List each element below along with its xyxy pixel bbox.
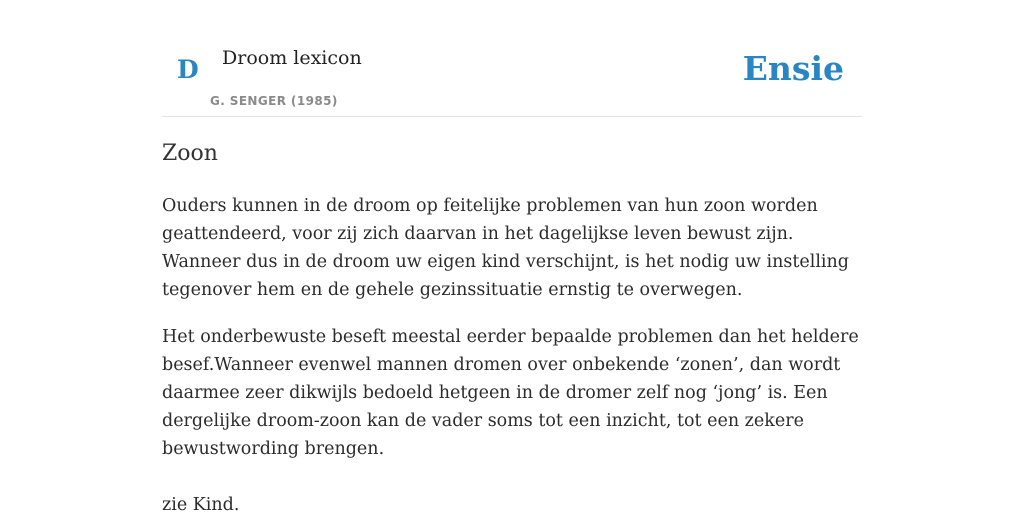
entry-paragraph: Het onderbewuste beseft meestal eerder bepaalde problemen dan het heldere besef.Wanneer evenwel mannen dromen over onbekende ‘zonen’, dan wordt daarmee zeer dikwijls bedoeld hetgeen in de dromer zelf nog ‘jong’ is. Een dergelijke droom-zoon kan de vader soms tot een inzicht, tot een zekere bewustwording brengen. bbox=[162, 327, 859, 459]
book-title[interactable]: Droom lexicon bbox=[222, 47, 362, 69]
brand-logo-link[interactable]: Ensie bbox=[742, 49, 844, 88]
entry-term-title: Zoon bbox=[162, 141, 218, 166]
dictionary-header bbox=[162, 0, 862, 117]
author-label: G. SENGER (1985) bbox=[210, 94, 338, 108]
entry-content bbox=[162, 137, 862, 512]
letter-index[interactable]: D bbox=[177, 55, 199, 84]
see-also-reference[interactable]: zie Kind. bbox=[162, 495, 240, 512]
entry-paragraph: Ouders kunnen in de droom op feitelijke problemen van hun zoon worden geattendeerd, voor zij zich daarvan in het dagelijkse leven bewust zijn. Wanneer dus in de droom uw eigen kind verschijnt, is het nodig uw instelling tegenover hem en de gehele gezinssituatie ernstig te overwegen. bbox=[162, 196, 850, 300]
